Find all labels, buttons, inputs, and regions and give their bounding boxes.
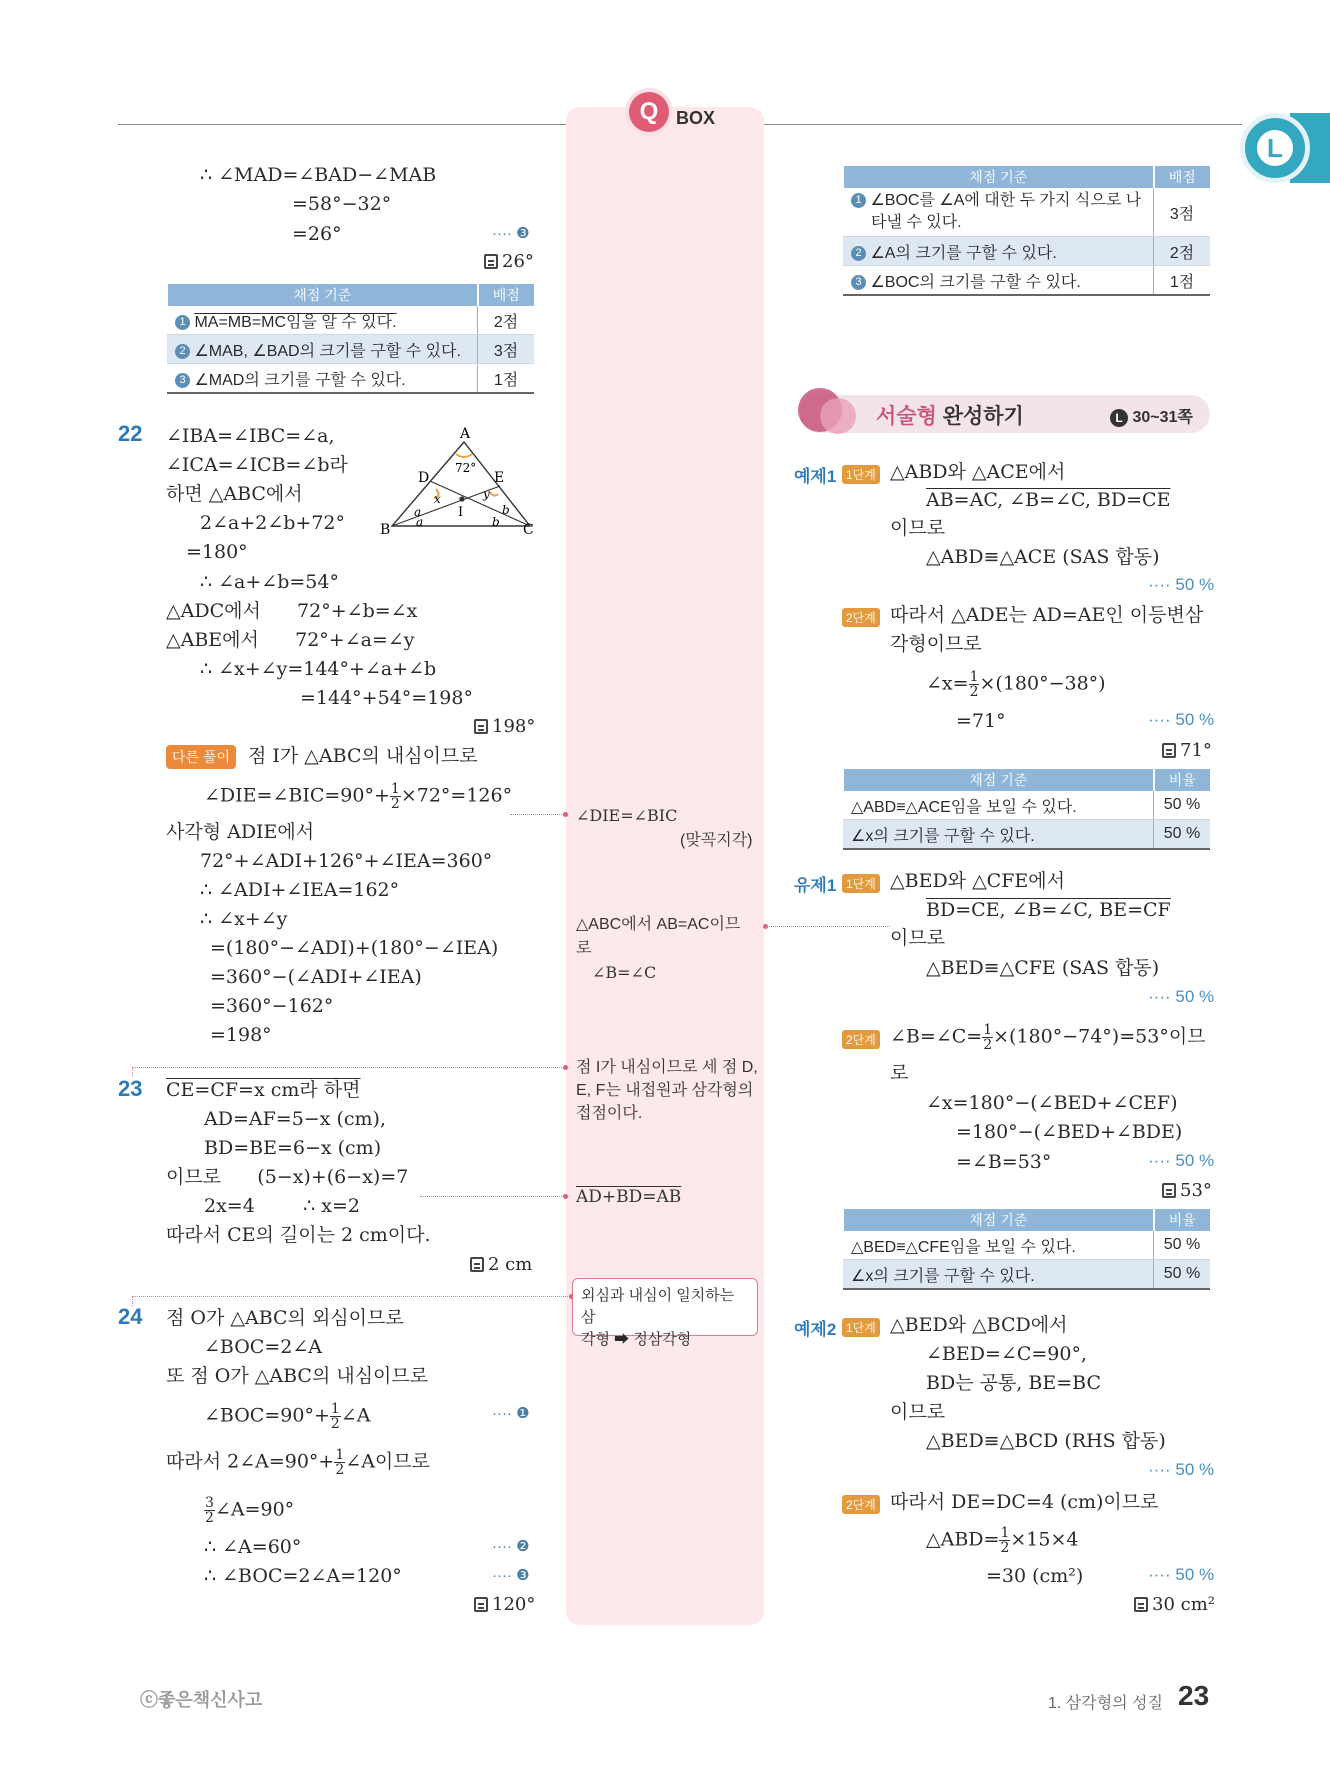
fraction-numerator: 1 [390,781,400,797]
sim1-line: 이므로 [890,927,946,949]
p24-line-part: 따라서 2∠A=90°+ [166,1450,335,1473]
connector-dot [563,1065,568,1070]
note-isosceles-cont: 로 [576,940,592,957]
sim1-line: ∠x=180°−(∠BED+∠CEF) [926,1092,1178,1114]
note-segment-sum: AD+BD=AB [576,1187,682,1207]
fraction-half [390,782,401,811]
example-label-2: 예제2 [794,1320,837,1339]
note-incircle-2: E, F는 내접원과 삼각형의 [576,1082,754,1099]
scoring-table-24 [842,166,1210,296]
criteria-text: △BED≡△CFE임을 보일 수 있다. [843,1231,1154,1260]
qbox-column [566,107,764,1625]
p21-line-2: =58°−32° [292,193,392,215]
table-header-criteria: 채점 기준 [843,769,1154,791]
scoring-table-21 [166,284,534,394]
ex1-line: △ABD≡△ACE (SAS 합동) [926,546,1160,568]
angle-label-a2: a [416,515,424,529]
connector-dot [563,812,568,817]
p22-line: ∠IBA=∠IBC=∠a, [166,425,335,447]
angle-label-a1: a [414,505,422,519]
fraction-half [334,1448,345,1477]
angle-label-b1: b [502,503,510,517]
p23-line: 2x=4 ∴ x=2 [204,1195,360,1217]
p24-line-with-fraction [204,1496,294,1525]
section-title: 서술형 완성하기 [876,405,1024,428]
connector-dot [563,1194,568,1199]
p23-answer [470,1254,532,1275]
p21-line-1: ∴ ∠MAD=∠BAD−∠MAB [200,164,437,186]
connector-line [510,814,566,815]
sim1-line: 로 [890,1062,909,1084]
p22-line: △ADC에서 72°+∠b=∠x [166,600,418,622]
connector-line [132,1296,572,1297]
p24-line: ∴ ∠A=60° [204,1536,302,1558]
vertex-label-b: B [380,522,391,538]
fraction-denominator: 2 [205,1510,214,1526]
criteria-text: ∠BOC의 크기를 구할 수 있다. [870,273,1081,291]
q-badge: Q [629,92,669,132]
note-box-equilateral [572,1278,758,1348]
ex2-percent-1: ···· 50 % [1148,1460,1215,1479]
ex2-line: BD는 공통, BE=BC [926,1372,1101,1394]
p24-line: 또 점 O가 △ABC의 내심이므로 [166,1365,429,1387]
p24-line: ∠BOC=2∠A [204,1336,322,1358]
p22-line: =144°+54°=198° [300,687,473,709]
step-number-icon: 2 [175,344,190,359]
ex1-percent-1: ···· 50 % [1148,575,1215,594]
table-row [843,237,1210,266]
section-decoration [820,398,856,434]
points-cell: 1점 [478,364,535,394]
p23-line: 따라서 CE의 길이는 2 cm이다. [166,1224,431,1246]
p24-line: ∴ ∠BOC=2∠A=120° [204,1565,402,1587]
note-vertical-angle-label: (맞꼭지각) [680,832,753,849]
table-row [167,306,534,335]
p23-answer-value: 2 cm [488,1254,533,1275]
ex1-line-with-fraction: ∠x= $\frac{1}{2}$ ×(180°−38°) [926,669,1106,700]
p23-line: AD=AF=5−x (cm), [204,1108,386,1130]
fraction-denominator: 2 [335,1462,345,1478]
table-row [843,791,1210,820]
connector-line [132,1067,566,1068]
publisher-logo: ⓒ좋은책신사고 [140,1690,263,1710]
fraction-denominator: 2 [330,1416,340,1432]
lesson-icon: L [1110,409,1128,427]
vertex-label-c: C [523,522,534,538]
table-header-criteria: 채점 기준 [843,166,1154,188]
ex1-line: 따라서 △ADE는 AD=AE인 이등변삼 [890,604,1204,626]
ex2-answer: 30 cm² [1134,1594,1215,1615]
ex2-line: ∠BED=∠C=90°, [926,1343,1087,1365]
table-header-ratio: 비율 [1154,1209,1211,1231]
chapter-badge-letter: L [1257,130,1293,166]
alt-line-with-fraction [204,782,512,811]
criteria-text: MA=MB=MC임을 알 수 있다. [194,313,397,331]
criteria-text: ∠MAB, ∠BAD의 크기를 구할 수 있다. [194,342,461,360]
connector-line [132,1296,133,1306]
ex1-line: =71° [956,710,1006,732]
table-header-points: 배점 [478,284,535,306]
fraction-numerator: 1 [330,1401,340,1417]
chapter-badge [1240,113,1310,183]
table-header-ratio: 비율 [1154,769,1211,791]
p22-answer-value: 198° [492,716,536,737]
p23-line: 이므로 (5−x)+(6−x)=7 [166,1166,409,1188]
alt-line: ∴ ∠x+∠y [200,908,288,930]
step-badge-2: 2단계 [842,1494,880,1514]
sim1-line: =∠B=53° [956,1151,1052,1173]
ex1-line: △ABD와 △ACE에서 [890,461,1066,483]
step-badge-2: 2단계 [842,1029,880,1049]
scoring-table-sim1 [842,1209,1210,1290]
points-cell: 3점 [1154,188,1211,237]
sim1-line-with-fraction: ∠B=∠C= $\frac{1}{2}$ ×(180°−74°)=53°이므 [890,1022,1206,1053]
example-label-1: 예제1 [794,467,837,486]
step-badge-1: 1단계 [842,464,880,484]
p21-answer-value: 26° [502,251,534,272]
vertex-label-e: E [494,470,505,486]
note-isosceles-eq: ∠B=∠C [592,963,657,982]
points-cell: 2점 [1154,237,1211,266]
answer-icon [484,254,498,269]
alternative-solution-badge: 다른 풀이 [166,745,236,769]
connector-line [766,926,890,927]
angle-label-b2: b [492,515,500,529]
alt-line: 72°+∠ADI+126°+∠IEA=360° [200,850,493,872]
p24-line-with-fraction [166,1448,430,1477]
p21-line-3: =26° [292,223,342,245]
alt-line: =(180°−∠ADI)+(180°−∠IEA) [210,937,499,959]
sim1-percent-1: ···· 50 % [1148,987,1215,1006]
table-header-criteria: 채점 기준 [167,284,478,306]
fraction-three-halves [204,1496,215,1525]
ex2-line: △BED≡△BCD (RHS 합동) [926,1430,1166,1452]
ratio-cell: 50 % [1154,820,1211,850]
criteria-text-cont: 타낼 수 있다. [871,214,962,231]
p21-step-mark: ···· ❸ [492,225,530,242]
answer-icon [1134,1597,1148,1612]
vertex-label-a: A [460,426,471,442]
sim1-line: △BED≡△CFE (SAS 합동) [926,957,1160,979]
p22-line: 2∠a+2∠b+72° [200,512,346,534]
p23-line: BD=BE=6−x (cm) [204,1137,382,1159]
triangle-figure [380,426,540,538]
ex2-line: △BED와 △BCD에서 [890,1314,1068,1336]
note-isosceles: △ABC에서 AB=AC이므 [576,916,741,933]
sim1-line: =180°−(∠BED+∠BDE) [956,1121,1183,1143]
p22-answer [474,716,535,737]
ratio-cell: 50 % [1154,1260,1211,1290]
step-number-icon: 3 [175,373,190,388]
header-rule-left [118,124,566,125]
points-cell: 2점 [478,306,535,335]
answer-icon [1162,743,1176,758]
problem-number-23: 23 [118,1076,143,1101]
table-row [843,1231,1210,1260]
fraction-half [330,1402,341,1431]
p22-line: 하면 △ABC에서 [166,483,303,505]
p21-answer [484,251,534,272]
scoring-table-ex1 [842,769,1210,850]
angle-label-y: y [483,487,490,501]
alt-line: =360°−162° [210,995,334,1017]
table-row [843,266,1210,296]
section-page-ref: L 30~31쪽 [1110,404,1193,427]
ex2-line-with-fraction: △ABD= $\frac{1}{2}$ ×15×4 [926,1525,1079,1556]
header-rule-right [764,124,1242,125]
step-badge-1: 1단계 [842,1317,880,1337]
alt-line: ∴ ∠ADI+∠IEA=162° [200,879,400,901]
ex1-percent-2: ···· 50 % [1148,710,1215,729]
p24-line-part: ∠A=90° [214,1498,295,1521]
table-row [167,335,534,364]
angle-label-72: 72° [455,461,477,475]
ex1-answer: 71° [1162,740,1212,761]
note-incircle-1: 점 I가 내심이므로 세 점 D, [576,1059,758,1076]
ex2-percent-2: ···· 50 % [1148,1565,1215,1584]
points-cell: 1점 [1154,266,1211,296]
answer-icon [470,1257,484,1272]
p24-line: 점 O가 △ABC의 외심이므로 [166,1307,404,1329]
step-number-icon: 1 [851,193,866,208]
table-row [843,820,1210,850]
p22-line: ∴ ∠x+∠y=144°+∠a+∠b [200,658,437,680]
step-number-icon: 1 [175,315,190,330]
p23-line: CE=CF=x cm라 하면 [166,1079,361,1101]
answer-icon [474,719,488,734]
table-row [843,1260,1210,1290]
alt-line: 사각형 ADIE에서 [166,821,315,843]
fraction-numerator: 1 [335,1447,345,1463]
p22-line: =180° [186,541,248,563]
note-incircle-3: 접점이다. [576,1105,643,1122]
table-header-points: 배점 [1154,166,1211,188]
p22-line: △ABE에서 72°+∠a=∠y [166,629,415,651]
ex2-line: 따라서 DE=DC=4 (cm)이므로 [890,1491,1159,1513]
criteria-text: ∠BOC를 ∠A에 대한 두 가지 식으로 나 [870,192,1142,209]
note-vertical-angle: ∠DIE=∠BIC [576,806,678,825]
vertex-label-d: D [418,470,430,486]
p24-step-mark-3: ···· ❸ [492,1567,530,1584]
criteria-text: ∠x의 크기를 구할 수 있다. [843,1260,1154,1290]
p24-line-with-fraction [204,1402,370,1431]
ratio-cell: 50 % [1154,791,1211,820]
step-badge-1: 1단계 [842,873,880,893]
alt-line: 점 I가 △ABC의 내심이므로 [248,745,478,767]
sim1-line: △BED와 △CFE에서 [890,870,1065,892]
ex1-line: 각형이므로 [890,633,982,655]
p24-answer-value: 120° [492,1594,536,1615]
alt-line: =198° [210,1024,272,1046]
sim1-percent-2: ···· 50 % [1148,1151,1215,1170]
alt-line-part: ∠DIE=∠BIC=90°+ [204,784,390,807]
p24-line-part: ∠A [340,1404,371,1427]
fraction-half: $\frac{1}{2}$ [1000,1525,1010,1556]
fraction-numerator: 3 [205,1495,214,1511]
p24-line-part: ∠BOC=90°+ [204,1404,330,1427]
ex1-line: AB=AC, ∠B=∠C, BD=CE [926,489,1171,511]
angle-label-x: x [434,492,441,506]
similar-label-1: 유제1 [794,876,837,895]
answer-icon [474,1597,488,1612]
ratio-cell: 50 % [1154,1231,1211,1260]
vertex-label-i: I [458,505,464,520]
problem-number-24: 24 [118,1304,143,1329]
p24-step-mark-2: ···· ❷ [492,1538,530,1555]
table-row [843,188,1210,237]
p22-line: ∴ ∠a+∠b=54° [200,571,339,593]
p22-line: ∠ICA=∠ICB=∠b라 [166,454,348,476]
criteria-text: △ABD≡△ACE임을 보일 수 있다. [843,791,1154,820]
fraction-half: $\frac{1}{2}$ [969,669,979,700]
note-box-line-1: 외심과 내심이 일치하는 삼 [581,1287,735,1326]
table-header-criteria: 채점 기준 [843,1209,1154,1231]
ex2-line: 이므로 [890,1401,946,1423]
sim1-line: BD=CE, ∠B=∠C, BE=CF [926,899,1171,921]
page-number: 23 [1178,1680,1210,1711]
answer-icon [1162,1183,1176,1198]
criteria-text: ∠MAD의 크기를 구할 수 있다. [194,371,406,389]
ex2-line: =30 (cm²) [986,1565,1084,1587]
p24-answer [474,1594,535,1615]
p24-step-mark-1: ···· ❶ [492,1405,530,1422]
fraction-denominator: 2 [390,796,400,812]
points-cell: 3점 [478,335,535,364]
problem-number-22: 22 [118,421,143,446]
note-box-line-2: 각형 ➡ 정삼각형 [581,1331,692,1348]
step-badge-2: 2단계 [842,607,880,627]
chapter-title: 1. 삼각형의 성질 [1048,1695,1163,1712]
fraction-half: $\frac{1}{2}$ [983,1022,993,1053]
table-row [167,364,534,394]
alt-line-part: ×72°=126° [400,784,513,807]
step-number-icon: 2 [851,246,866,261]
ex1-line: 이므로 [890,517,946,539]
alt-line: =360°−(∠ADI+∠IEA) [210,966,422,988]
connector-line [420,1196,566,1197]
box-label: BOX [676,108,716,128]
criteria-text: ∠A의 크기를 구할 수 있다. [870,244,1057,262]
p24-line-part: ∠A이므로 [345,1450,430,1473]
criteria-text: ∠x의 크기를 구할 수 있다. [843,820,1154,850]
connector-line [132,1067,133,1077]
step-number-icon: 3 [851,275,866,290]
sim1-answer: 53° [1162,1180,1212,1201]
